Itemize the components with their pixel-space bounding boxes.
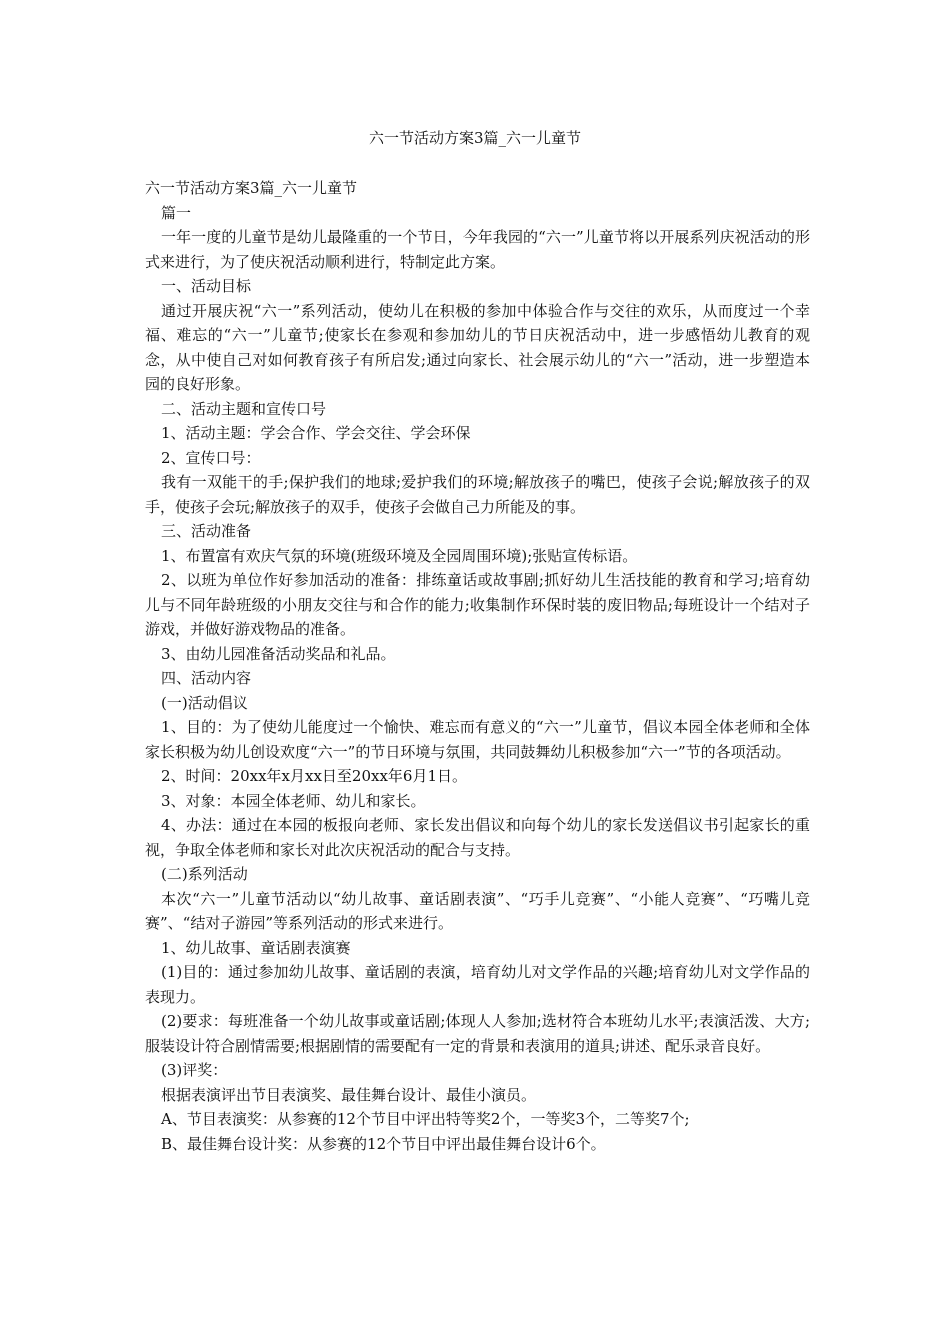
paragraph: 根据表演评出节目表演奖、最佳舞台设计、最佳小演员。	[161, 1085, 537, 1104]
paragraph: 2、时间：20xx年x月xx日至20xx年6月1日。	[161, 767, 468, 785]
paragraph: 1、布置富有欢庆气氛的环境(班级环境及全园周围环境);张贴宣传标语。	[161, 546, 638, 565]
paragraph: (一)活动倡议	[161, 693, 248, 712]
paragraph: 一、活动目标	[161, 277, 252, 295]
paragraph: (3)评奖：	[161, 1061, 228, 1079]
paragraph: 通过开展庆祝“六一”系列活动，使幼儿在积极的参加中体验合作与交往的欢乐，从而度过一个幸福、难忘的“六一”儿童节;使家长在参观和参加幼儿的节日庆祝活动中，进一步感悟幼儿教育的观念，从中使自己对如何教育孩子有所启发;通过向家长、社会展示幼儿的“六一”活动，进一步塑造本园的良好形象。	[145, 301, 810, 393]
paragraph: 3、由幼儿园准备活动奖品和礼品。	[161, 644, 396, 663]
paragraph: 1、活动主题：学会合作、学会交往、学会环保	[161, 424, 471, 442]
paragraph: A、节目表演奖：从参赛的12个节目中评出特等奖2个，一等奖3个，二等奖7个;	[161, 1110, 690, 1128]
paragraph: 2、宣传口号：	[161, 448, 261, 467]
paragraph: 4、办法：通过在本园的板报向老师、家长发出倡议和向每个幼儿的家长发送倡议书引起家长的重视，争取全体老师和家长对此次庆祝活动的配合与支持。	[145, 816, 810, 859]
paragraph: 3、对象：本园全体老师、幼儿和家长。	[161, 791, 426, 810]
paragraph: 1、幼儿故事、童话剧表演赛	[161, 938, 351, 957]
paragraph: (二)系列活动	[161, 865, 248, 883]
paragraph: 一年一度的儿童节是幼儿最隆重的一个节日，今年我园的“六一”儿童节将以开展系列庆祝活动的形式来进行，为了使庆祝活动顺利进行，特制定此方案。	[145, 228, 810, 271]
paragraph: 二、活动主题和宣传口号	[161, 399, 327, 418]
paragraph: 1、目的：为了使幼儿能度过一个愉快、难忘而有意义的“六一”儿童节，倡议本园全体老师和全体家长积极为幼儿创设欢度“六一”的节日环境与氛围，共同鼓舞幼儿积极参加“六一”节的各项活动。	[145, 718, 810, 761]
document-title: 六一节活动方案3篇_六一儿童节	[368, 129, 582, 147]
paragraph: 篇一	[161, 203, 192, 222]
paragraph: 四、活动内容	[161, 669, 252, 687]
paragraph: 2、以班为单位作好参加活动的准备：排练童话或故事剧;抓好幼儿生活技能的教育和学习;培育幼儿与不同年龄班级的小朋友交往与和合作的能力;收集制作环保时装的废旧物品;每班设计一个结对子游戏，并做好游戏物品的准备。	[145, 571, 810, 638]
paragraph: (2)要求：每班准备一个幼儿故事或童话剧;体现人人参加;选材符合本班幼儿水平;表演活泼、大方;服装设计符合剧情需要;根据剧情的需要配有一定的背景和表演用的道具;讲述、配乐录音良好。	[145, 1012, 810, 1055]
paragraph: B、最佳舞台设计奖：从参赛的12个节目中评出最佳舞台设计6个。	[161, 1134, 606, 1153]
paragraph: (1)目的：通过参加幼儿故事、童话剧的表演，培育幼儿对文学作品的兴趣;培育幼儿对文学作品的表现力。	[145, 963, 810, 1006]
document-subtitle: 六一节活动方案3篇_六一儿童节	[145, 179, 358, 197]
paragraph: 三、活动准备	[161, 522, 252, 540]
document-body	[145, 176, 810, 1156]
paragraph: 我有一双能干的手;保护我们的地球;爱护我们的环境;解放孩子的嘴巴，使孩子会说;解放孩子的双手，使孩子会玩;解放孩子的双手，使孩子会做自己力所能及的事。	[145, 473, 810, 516]
paragraph: 本次“六一”儿童节活动以“幼儿故事、童话剧表演”、“巧手儿竞赛”、“小能人竞赛”、“巧嘴儿竞赛”、“结对子游园”等系列活动的形式来进行。	[145, 889, 810, 932]
